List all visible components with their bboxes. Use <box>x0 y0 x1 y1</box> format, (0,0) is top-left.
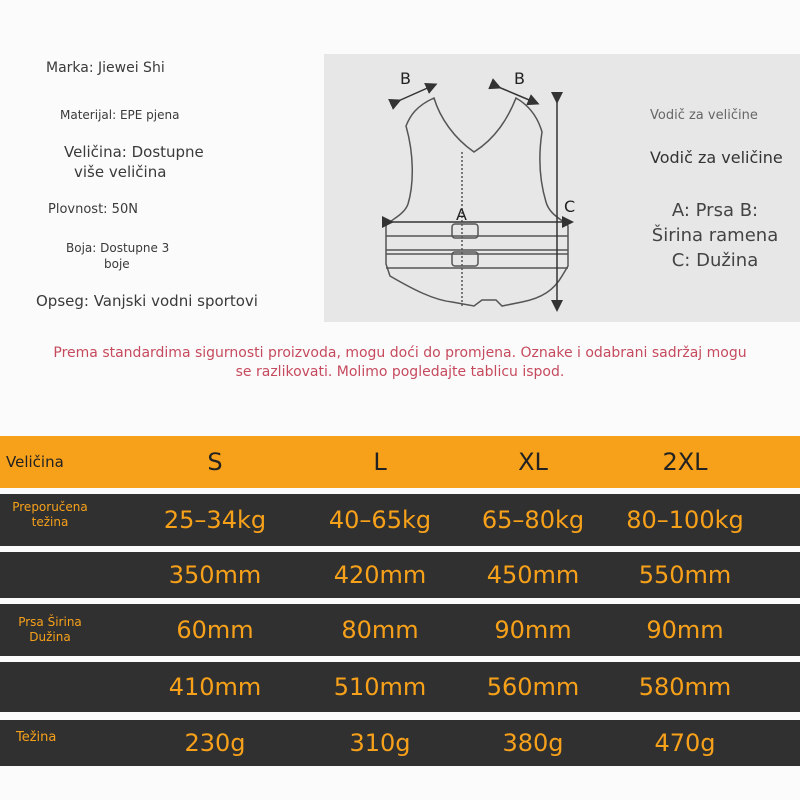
label-c: C <box>564 197 576 216</box>
table-row <box>0 720 800 766</box>
safety-notice <box>40 344 760 382</box>
table-cell: 310g <box>349 729 411 757</box>
row-label: Težina <box>16 730 57 745</box>
table-cell: 380g <box>502 729 564 757</box>
table-row <box>0 552 800 598</box>
size-col-s: S <box>207 448 223 476</box>
label-b-right: B <box>514 69 525 88</box>
table-cell: 40–65kg <box>328 506 432 534</box>
size-table-header <box>0 436 800 488</box>
label-b-left: B <box>400 69 411 88</box>
row-label: Preporučena težina <box>12 500 88 529</box>
row-label: Prsa Širina Dužina <box>18 615 82 644</box>
vest-diagram-panel <box>324 54 800 322</box>
color-spec <box>66 240 169 272</box>
table-row <box>0 604 800 656</box>
table-cell: 65–80kg <box>481 506 585 534</box>
size-spec-line1: Veličina: Dostupne <box>64 143 204 161</box>
scope-spec: Opseg: Vanjski vodni sportovi <box>36 292 258 310</box>
material-spec: Materijal: EPE pjena <box>60 108 180 122</box>
table-cell: 350mm <box>168 561 262 589</box>
row-label <box>0 552 100 598</box>
table-cell: 510mm <box>333 673 427 701</box>
size-spec-line2: više veličina <box>74 163 167 181</box>
measurement-legend: A: Prsa B: Širina ramena C: Dužina <box>651 200 779 271</box>
table-cell: 410mm <box>168 673 262 701</box>
table-cell: 80–100kg <box>626 506 744 534</box>
size-spec <box>64 142 204 182</box>
vest-outline <box>386 98 568 306</box>
brand-spec: Marka: Jiewei Shi <box>46 60 165 76</box>
table-cell: 470g <box>654 729 716 757</box>
table-cell: 230g <box>184 729 246 757</box>
color-spec-line2: boje <box>104 257 130 271</box>
table-cell: 60mm <box>176 616 254 644</box>
table-cell: 90mm <box>646 616 724 644</box>
table-cell: 420mm <box>333 561 427 589</box>
size-guide-caption: Vodič za veličine <box>650 108 758 123</box>
table-cell: 90mm <box>494 616 572 644</box>
table-cell: 550mm <box>638 561 732 589</box>
table-cell: 560mm <box>486 673 580 701</box>
header-label: Veličina <box>6 453 64 471</box>
size-col-2xl: 2XL <box>662 448 708 476</box>
safety-notice-line1: Prema standardima sigurnosti proizvoda, mogu doći do promjena. Oznake i odabrani sadržaj mogu <box>53 345 747 361</box>
shoulder-arrow-left <box>396 86 432 102</box>
size-col-l: L <box>373 448 387 476</box>
table-row <box>0 662 800 712</box>
row-label <box>0 662 100 712</box>
safety-notice-line2: se razlikovati. Molimo pogledajte tablicu ispod. <box>235 364 565 380</box>
vest-diagram <box>324 54 800 322</box>
table-cell: 580mm <box>638 673 732 701</box>
size-guide-title: Vodič za veličine <box>650 148 783 167</box>
label-a: A <box>456 205 467 224</box>
size-col-xl: XL <box>518 448 548 476</box>
color-spec-line1: Boja: Dostupne 3 <box>66 241 170 255</box>
buoyancy-spec: Plovnost: 50N <box>48 202 138 217</box>
table-cell: 80mm <box>341 616 419 644</box>
table-cell: 25–34kg <box>163 506 267 534</box>
table-row <box>0 494 800 546</box>
table-cell: 450mm <box>486 561 580 589</box>
